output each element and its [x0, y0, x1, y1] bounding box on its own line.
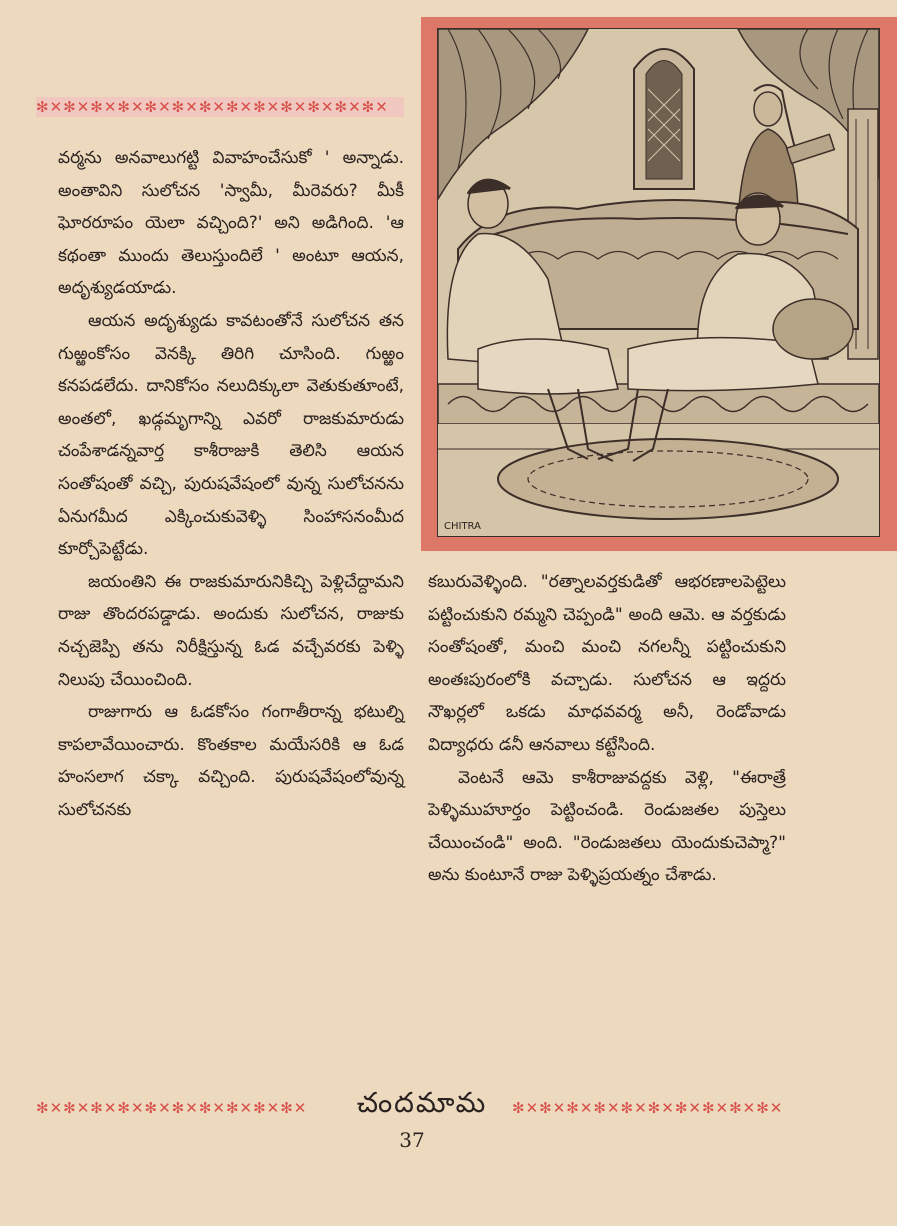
paragraph-3: జయంతిని ఈ రాజకుమారునికిచ్చి పెళ్లిచేద్దామని రాజు తొందరపడ్డాడు. అందుకు సులోచన, రాజుకు నచ్చజెప్పి తను నిరీక్షిస్తున్న ఓడ వచ్చేవరకు పెళ్ళి నిలుపు చేయించింది.: [58, 571, 404, 690]
right-text-column: [428, 566, 786, 892]
top-decorative-border: ✻✕✻✕✻✕✻✕✻✕✻✕✻✕✻✕✻✕✻✕✻✕✻✕✻✕: [36, 97, 404, 117]
paragraph-1: వర్మను అనవాలుగట్టి వివాహంచేసుకో ' అన్నాడు. అంతావిని సులోచన 'స్వామీ, మీరెవరు? మీకీ ఘోరరూపం యెలా వచ్చింది?' అని అడిగింది. 'ఆ కథంతా ముందు తెలుస్తుందిలే ' అంటూ ఆయన, అదృశ్యుడయాడు.: [58, 148, 404, 299]
paragraph-4: రాజుగారు ఆ ఓడకోసం గంగాతీరాన్న భటుల్ని కాపలావేయించారు. కొంతకాల మయేసరికి ఆ ఓడ హంసలాగ చక్కా వచ్చింది. పురుషవేషంలోవున్న సులోచనకు: [58, 702, 404, 820]
page-number: 37: [399, 1128, 425, 1152]
paragraph-6: వెంటనే ఆమె కాశీరాజువద్దకు వెళ్లి, "ఈరాత్రే పెళ్ళిముహూర్తం పెట్టించండి. రెండుజతల పుస్తెలు చేయించండి" అంది. "రెండుజతలు యెందుకుచెప్మా?" అను కుంటూనే రాజు పెళ్ళిప్రయత్నం చేశాడు.: [428, 767, 786, 886]
left-text-column: [58, 142, 404, 826]
artist-signature: CHITRA: [444, 521, 481, 532]
paragraph-5: కబురువెళ్ళింది. "రత్నాలవర్తకుడితో ఆభరణాలపెట్టెలు పట్టించుకుని రమ్మని చెప్పండి" అంది ఆమె. ఆ వర్తకుడు సంతోషంతో, మంచి మంచి నగలన్నీ పట్టించుకుని అంతఃపురంలోకి వచ్చాడు. సులోచన ఆ ఇద్దరు నౌఖర్లలో ఒకడు మాధవవర్మ అనీ, రెండోవాడు విద్యాధరు డనీ ఆనవాలు కట్టేసింది.: [428, 572, 786, 755]
magazine-title: చందమామ: [356, 1086, 488, 1119]
paragraph-2: ఆయన అదృశ్యుడు కావటంతోనే సులోచన తన గుఱ్ఱంకోసం వెనక్కి తిరిగి చూసింది. గుఱ్ఱం కనపడలేదు. దానికోసం నలుదిక్కులా వెతుకుతూంటే, అంతలో, ఖడ్గమృగాన్ని ఎవరో రాజకుమారుడు చంపేశాడన్నవార్త కాశీరాజుకి తెలిసి ఆయన సంతోషంతో వచ్చి, పురుషవేషంలో వున్న సులోచనను ఏనుగమీద ఎక్కించుకువెళ్ళి సింహాసనంమీద కూర్చోపెట్టేడు.: [58, 310, 404, 560]
bottom-decorative-border-right: ✻✕✻✕✻✕✻✕✻✕✻✕✻✕✻✕✻✕✻✕: [512, 1099, 784, 1117]
bottom-decorative-border-left: ✻✕✻✕✻✕✻✕✻✕✻✕✻✕✻✕✻✕✻✕: [36, 1099, 308, 1117]
story-illustration: [437, 28, 880, 537]
